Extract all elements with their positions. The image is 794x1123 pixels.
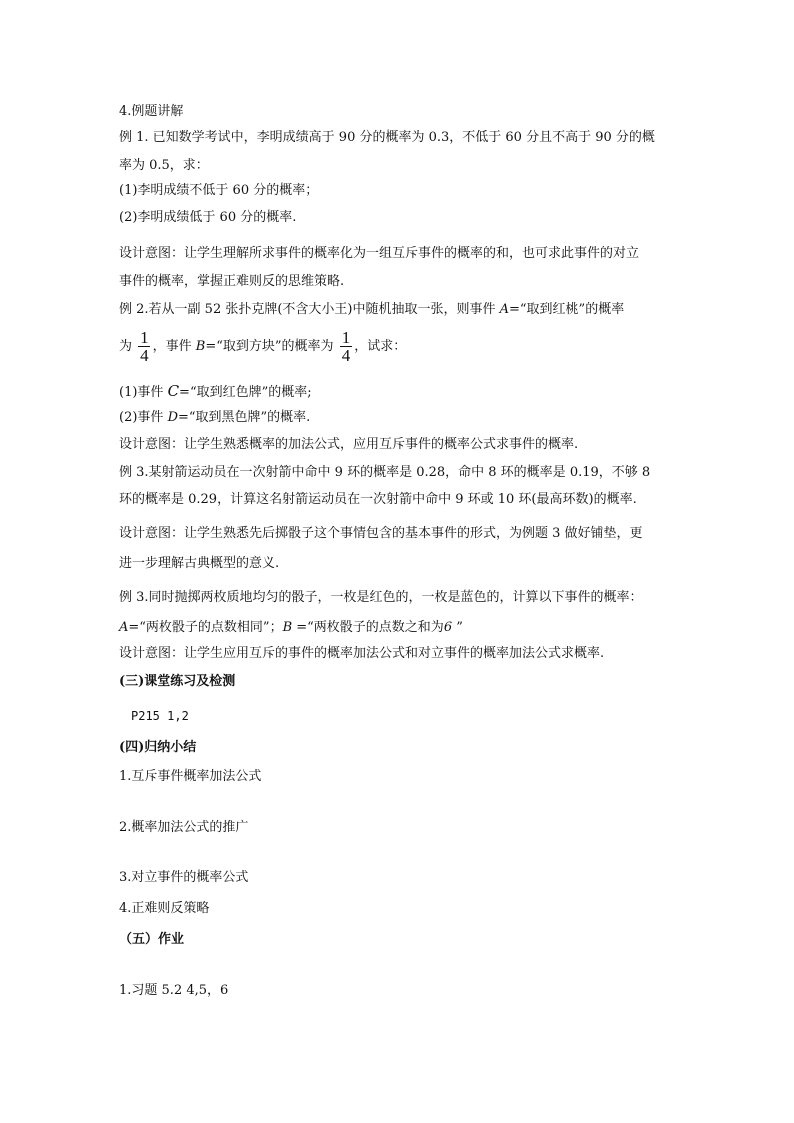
- fraction-denominator: 4: [341, 346, 351, 365]
- example-1-line-2: 率为 0.5，求：: [119, 158, 209, 173]
- text: ，事件: [152, 339, 196, 354]
- example-2-line-2: [119, 325, 406, 369]
- design-intent-3-line-2: 进一步理解古典概型的意义.: [119, 556, 280, 571]
- text: =“两枚骰子的点数相同”；: [128, 620, 283, 635]
- example-2-line-1: [119, 302, 624, 318]
- text: (1)事件: [119, 385, 168, 400]
- example-4-events: [119, 620, 463, 636]
- design-intent-3-line-1: 设计意图：让学生熟悉先后掷骰子这个事情包含的基本事件的形式，为例题 3 做好铺垫，更: [119, 526, 643, 541]
- example-3-line-1: 例 3.某射箭运动员在一次射箭中命中 9 环的概率是 0.28，命中 8 环的概率是 0.19，不够 8: [119, 465, 651, 480]
- math-variable: C: [167, 382, 180, 400]
- example-1-question-2: (2)李明成绩低于 60 分的概率.: [119, 210, 297, 225]
- fraction-numerator: 1: [341, 328, 351, 347]
- example-3-line-2: 环的概率是 0.29，计算这名射箭运动员在一次射箭中命中 9 环或 10 环(最高环数)的概率.: [119, 492, 637, 507]
- math-variable: D: [167, 410, 178, 425]
- example-1-line-1: 例 1. 已知数学考试中，李明成绩高于 90 分的概率为 0.3，不低于 60 分且不高于 90 分的概: [119, 130, 655, 145]
- text: =“取到黑色牌”的概率.: [178, 410, 311, 425]
- summary-item-2: 2.概率加法公式的推广: [119, 820, 249, 835]
- text: =“两枚骰子的点数之和为: [292, 620, 444, 635]
- example-4-line-1: 例 3.同时抛掷两枚质地均匀的骰子，一枚是红色的，一枚是蓝色的，计算以下事件的概率：: [119, 590, 643, 605]
- fraction-denominator: 4: [140, 346, 149, 365]
- text: (2)事件: [119, 410, 168, 425]
- design-intent-1-line-2: 事件的概率，掌握正难则反的思维策略.: [119, 274, 345, 289]
- math-variable: A: [119, 620, 129, 635]
- section-heading-summary: (四)归纳小结: [119, 740, 197, 755]
- text: =“取到红桃”的概率: [509, 302, 625, 317]
- math-variable: B: [282, 620, 293, 635]
- text: =“取到红色牌”的概率;: [179, 385, 312, 400]
- text: =“取到方块”的概率为: [205, 339, 334, 354]
- summary-item-3: 3.对立事件的概率公式: [119, 870, 249, 885]
- summary-item-1: 1.互斥事件概率加法公式: [119, 769, 262, 784]
- homework-item-1: 1.习题 5.2 4,5，6: [119, 983, 229, 998]
- math-variable: B: [195, 339, 206, 354]
- design-intent-1-line-1: 设计意图：让学生理解所求事件的概率化为一组互斥事件的概率的和，也可求此事件的对立: [119, 246, 640, 261]
- section-heading-examples: 4.例题讲解: [119, 104, 184, 119]
- example-1-question-1: (1)李明成绩不低于 60 分的概率；: [119, 183, 319, 198]
- example-2-question-1: [119, 383, 312, 401]
- fraction: [340, 329, 353, 364]
- fraction: [138, 329, 151, 364]
- text: ，试求：: [354, 339, 407, 354]
- math-number: 6: [443, 620, 453, 635]
- math-variable: A: [499, 302, 510, 317]
- text: 例 2.若从一副 52 张扑克牌(不含大小王)中随机抽取一张，则事件: [119, 302, 500, 317]
- practice-reference: P215 1,2: [131, 709, 189, 723]
- section-heading-practice: (三)课堂练习及检测: [119, 674, 236, 689]
- text: ”: [452, 620, 463, 635]
- design-intent-2: 设计意图：让学生熟悉概率的加法公式，应用互斥事件的概率公式求事件的概率.: [119, 437, 579, 452]
- fraction-numerator: 1: [140, 328, 149, 347]
- design-intent-4: 设计意图：让学生应用互斥的事件的概率加法公式和对立事件的概率加法公式求概率.: [119, 646, 605, 661]
- example-2-question-2: [119, 410, 310, 426]
- section-heading-homework: （五）作业: [119, 932, 185, 947]
- text: 为: [119, 339, 133, 354]
- summary-item-4: 4.正难则反策略: [119, 901, 210, 916]
